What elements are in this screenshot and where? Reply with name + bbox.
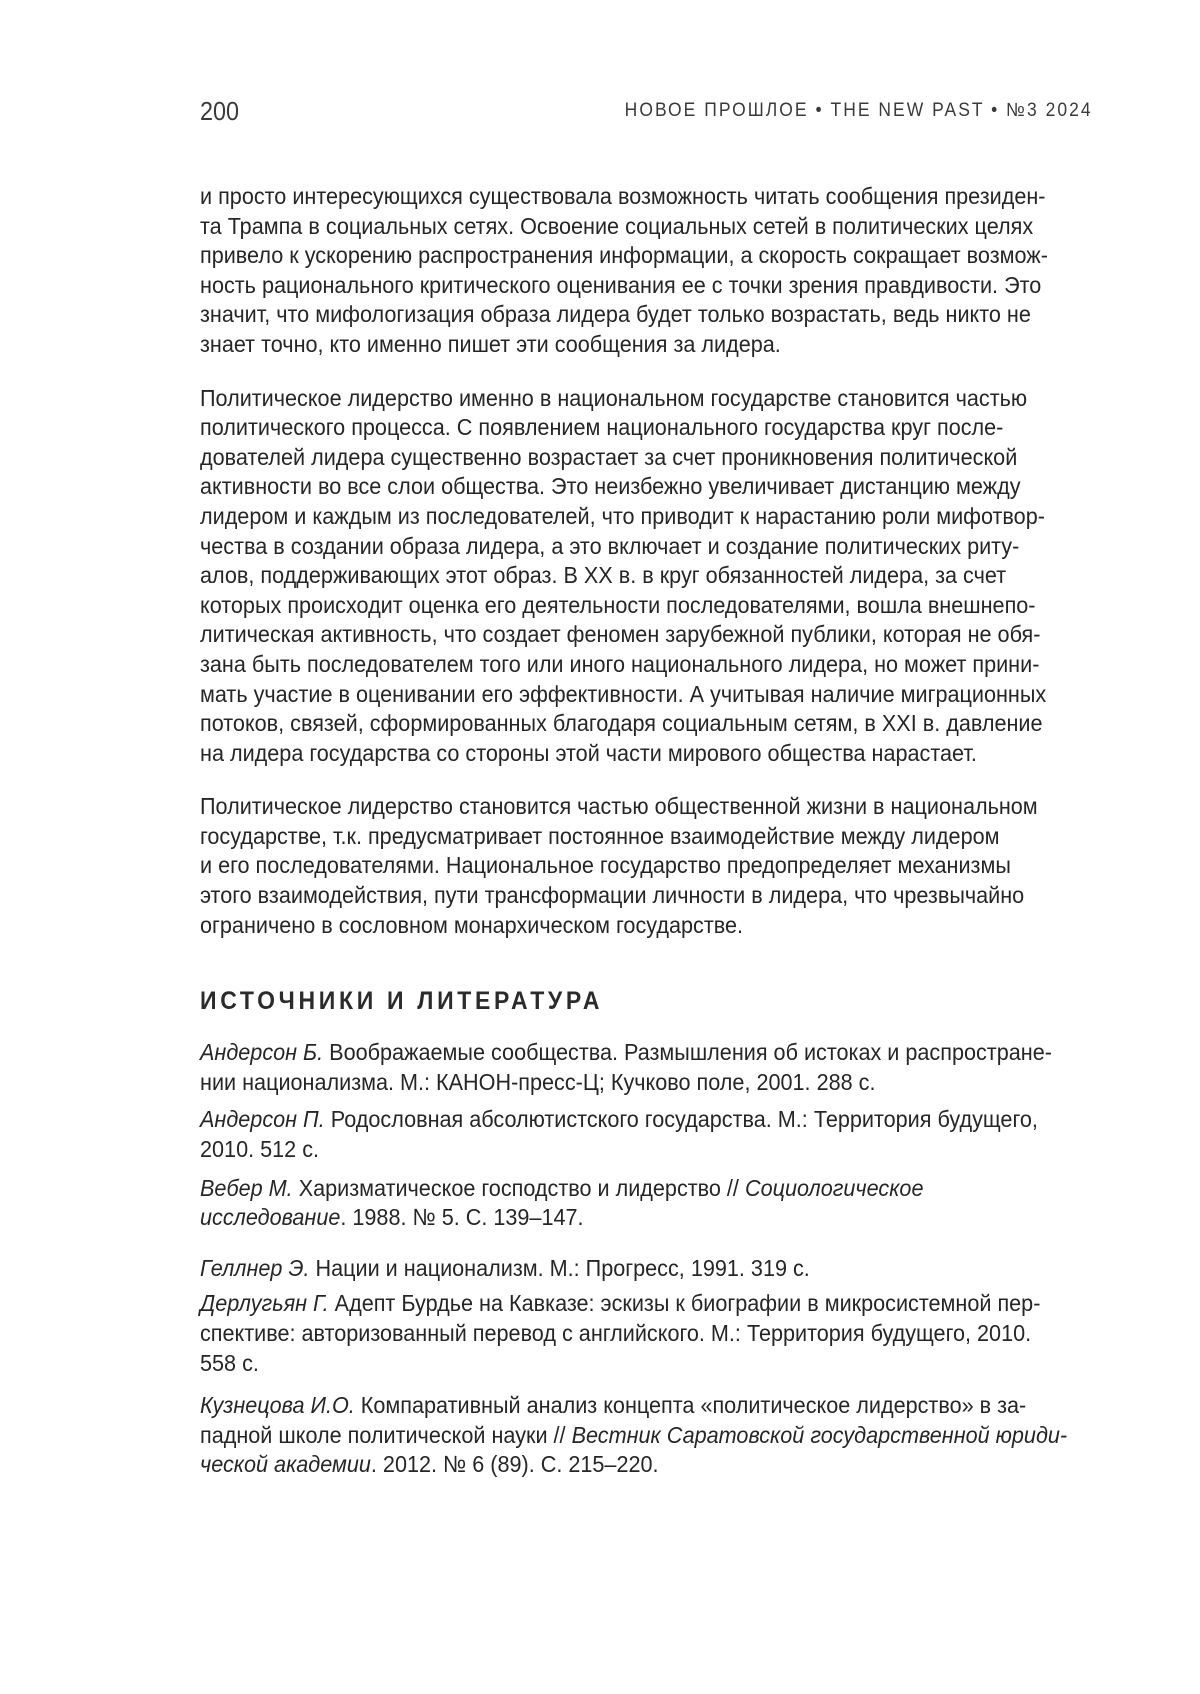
bib-text: Харизматическое господство и лидерство //	[292, 1174, 745, 1201]
bib-author: Геллнер Э.	[200, 1254, 310, 1281]
bib-text: Нации и национализм. М.: Прогресс, 1991. 319 с.	[309, 1254, 810, 1281]
bib-entry	[200, 1289, 1092, 1378]
bib-text: Компаративный анализ концепта «политическое лидерство» в за- падной школе политической науки //	[200, 1392, 1027, 1448]
bib-author: Андерсон П.	[200, 1106, 325, 1133]
bib-author: Кузнецова И.О.	[200, 1392, 355, 1419]
bib-author: Андерсон Б.	[200, 1039, 324, 1066]
bib-text: Адепт Бурдье на Кавказе: эскизы к биографии в микросистемной пер- спективе: авторизованный перевод с английского. М.: Территория будущего, 2010. 558 с.	[200, 1290, 1041, 1376]
bib-entry	[200, 1254, 1092, 1284]
bib-author: Дерлугьян Г.	[200, 1290, 329, 1317]
bib-entry	[200, 1391, 1092, 1480]
bib-entry	[200, 1038, 1092, 1097]
journal-header-title: НОВОЕ ПРОШЛОЕ • THE NEW PAST • №3 2024	[625, 100, 1093, 121]
bib-text: Воображаемые сообщества. Размышления об истоках и распростране- нии национализма. М.: КАНОН-пресс-Ц; Кучково поле, 2001. 288 с.	[200, 1039, 1052, 1095]
bib-text: . 2012. № 6 (89). С. 215–220.	[370, 1451, 659, 1478]
paragraph: Политическое лидерство именно в национальном государстве становится частью политического процесса. С появлением национального государства круг после- дователей лидера существенно возрастает за счет проникновения политической активности во все слои общества. Это неизбежно увеличивает дистанцию между лидером и каждым из последователей, что приводит к нарастанию роли мифотвор- чества в создании образа лидера, а это включает и создание политических риту- алов, поддерживающих этот образ. В XX в. в круг обязанностей лидера, за счет которых происходит оценка его деятельности последователями, вошла внешнепо- литическая активность, что создает феномен зарубежной публики, которая не обя- зана быть последователем того или иного национального лидера, но может прини- мать участие в оценивании его эффективности. А учитывая наличие миграционных потоков, связей, сформированных благодаря социальным сетям, в XXI в. давление на лидера государства со стороны этой части мирового общества нарастает.	[200, 384, 1047, 766]
bib-journal: Социологическое исследование	[200, 1174, 924, 1231]
bib-entry	[200, 1174, 1092, 1233]
bib-author: Вебер М.	[200, 1174, 293, 1201]
bib-journal: Вестник Саратовской государственной юриди- ческой академии	[200, 1421, 1068, 1478]
page-number: 200	[200, 96, 240, 126]
paragraph: Политическое лидерство становится частью общественной жизни в национальном государстве, т.к. предусматривает постоянное взаимодействие между лидером и его последователями. Национальное государство предопределяет механизмы этого взаимодействия, пути трансформации личности в лидера, что чрезвычайно ограничено в сословном монархическом государстве.	[200, 793, 1038, 938]
running-header	[200, 96, 1093, 124]
paragraph: и просто интересующихся существовала возможность читать сообщения президен- та Трампа в социальных сетях. Освоение социальных сетей в политических целях привело к ускорению распространения информации, а скорость сокращает возмож- ность рационального критического оценивания ее с точки зрения правдивости. Это значит, что мифологизация образа лидера будет только возрастать, ведь никто не знает точно, кто именно пишет эти сообщения за лидера.	[200, 183, 1048, 357]
bibliography-heading: ИСТОЧНИКИ И ЛИТЕРАТУРА	[200, 987, 604, 1016]
bib-text: Родословная абсолютистского государства. М.: Территория будущего, 2010. 512 с.	[200, 1106, 1038, 1163]
bib-entry	[200, 1105, 1092, 1164]
bib-text: . 1988. № 5. С. 139–147.	[340, 1204, 584, 1231]
article-body	[200, 182, 1093, 1480]
